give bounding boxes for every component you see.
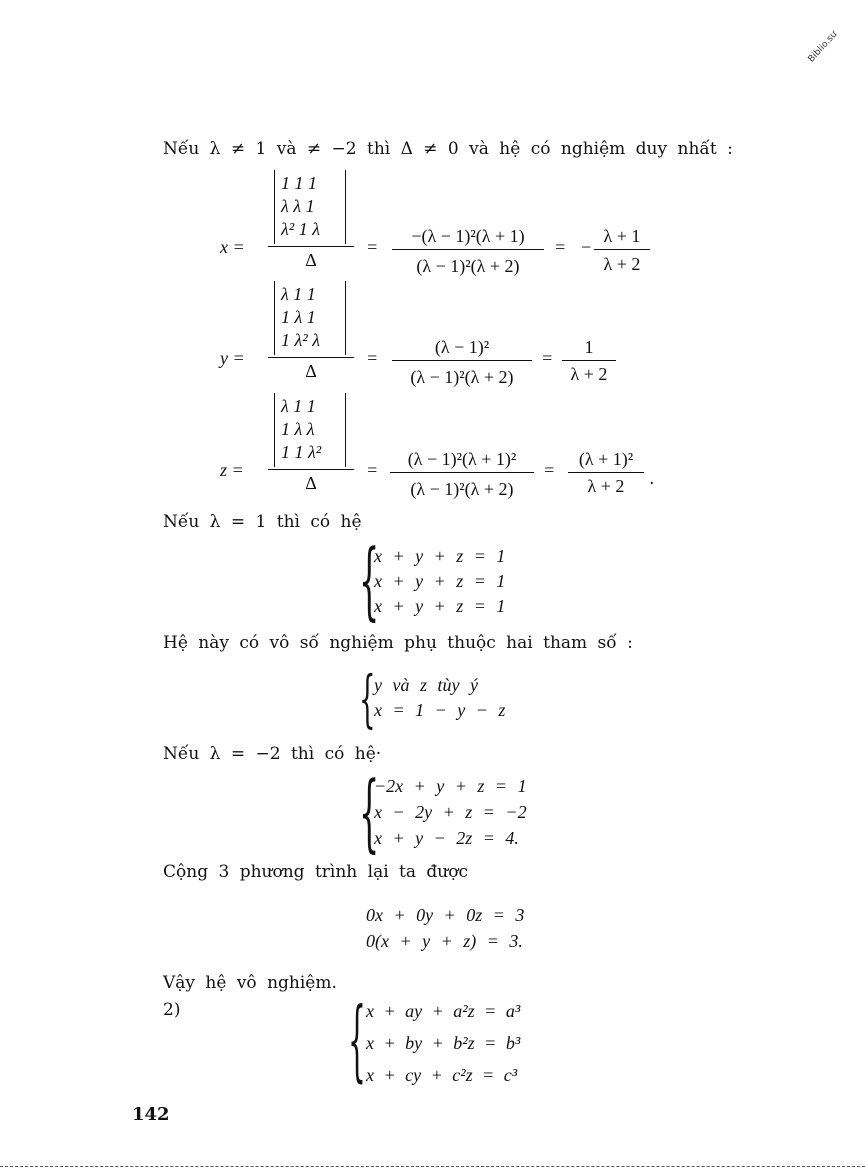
det-row: λ² 1 λ [281, 219, 320, 239]
det-row: 1 λ λ [281, 419, 315, 439]
problem-label: 2) [163, 1000, 181, 1020]
fraction-bar [594, 249, 650, 250]
left-brace: { [359, 531, 380, 629]
equation-line: x + y + z = 1 [374, 546, 506, 566]
equation-line: x + cy + c²z = c³ [366, 1065, 518, 1085]
fraction-numerator: (λ − 1)² [434, 337, 490, 357]
det-bar-right [345, 170, 346, 244]
det-bar-right [345, 393, 346, 467]
equals-sign: = [366, 460, 379, 480]
paragraph-lambda-minus-two: Nếu λ = −2 thì có hệ· [163, 744, 382, 764]
det-bar-left [274, 170, 275, 244]
equation-line: x = 1 − y − z [374, 700, 506, 720]
fraction-denominator: (λ − 1)²(λ + 2) [410, 367, 514, 387]
det-row: 1 1 1 [281, 173, 317, 193]
equation-line: y và z tùy ý [374, 675, 478, 695]
sum-equation: 0(x + y + z) = 3. [366, 931, 523, 951]
fraction-bar [268, 357, 354, 358]
page-number: 142 [132, 1104, 170, 1125]
fraction-numerator: (λ + 1)² [578, 449, 634, 469]
paragraph-infinite-solutions: Hệ này có vô số nghiệm phụ thuộc hai tham số : [163, 633, 633, 653]
equation-line: x + by + b²z = b³ [366, 1033, 521, 1053]
fraction-bar [568, 472, 644, 473]
paragraph-condition: Nếu λ ≠ 1 và ≠ −2 thì Δ ≠ 0 và hệ có nghiệm duy nhất : [163, 139, 733, 159]
fraction-denominator: (λ − 1)²(λ + 2) [416, 256, 520, 276]
fraction-bar [268, 246, 354, 247]
det-bar-left [274, 393, 275, 467]
det-row: λ 1 1 [281, 284, 316, 304]
equation-line: −2x + y + z = 1 [374, 776, 527, 796]
fraction-bar [268, 469, 354, 470]
period: . [650, 468, 655, 488]
det-row: 1 1 λ² [281, 442, 322, 462]
equals-sign: = [366, 348, 379, 368]
equation-line: x + y − 2z = 4. [374, 828, 519, 848]
bottom-edge-rule [0, 1166, 865, 1167]
det-row: 1 λ² λ [281, 330, 320, 350]
fraction-denominator: Δ [305, 473, 317, 493]
fraction-denominator: λ + 2 [587, 476, 625, 496]
fraction-denominator: (λ − 1)²(λ + 2) [410, 479, 514, 499]
det-row: λ 1 1 [281, 396, 316, 416]
fraction-numerator: 1 [584, 337, 594, 357]
equals-sign: = [543, 460, 556, 480]
variable-label: x = [220, 237, 245, 257]
fraction-denominator: Δ [305, 361, 317, 381]
sum-equation: 0x + 0y + 0z = 3 [366, 905, 525, 925]
det-bar-left [274, 281, 275, 355]
fraction-denominator: Δ [305, 250, 317, 270]
equals-sign: = [541, 348, 554, 368]
fraction-bar [392, 360, 532, 361]
fraction-numerator: −(λ − 1)²(λ + 1) [411, 226, 525, 246]
det-row: λ λ 1 [281, 196, 315, 216]
equation-line: x + ay + a²z = a³ [366, 1001, 521, 1021]
equals-sign: = [554, 237, 567, 257]
minus-sign: − [580, 237, 593, 257]
det-bar-right [345, 281, 346, 355]
left-brace: { [359, 763, 380, 861]
fraction-bar [390, 472, 534, 473]
fraction-numerator: λ + 1 [603, 226, 641, 246]
equation-line: x + y + z = 1 [374, 596, 506, 616]
paragraph-add-equations: Cộng 3 phương trình lại ta được [163, 862, 469, 882]
fraction-numerator: (λ − 1)²(λ + 1)² [407, 449, 517, 469]
fraction-bar [562, 360, 616, 361]
library-stamp: Biblio.sư [806, 29, 840, 65]
left-brace: { [348, 988, 366, 1091]
equation-line: x + y + z = 1 [374, 571, 506, 591]
paragraph-lambda-one: Nếu λ = 1 thì có hệ [163, 512, 362, 532]
variable-label: z = [220, 460, 244, 480]
variable-label: y = [220, 348, 245, 368]
fraction-denominator: λ + 2 [603, 254, 641, 274]
equation-line: x − 2y + z = −2 [374, 802, 527, 822]
equals-sign: = [366, 237, 379, 257]
fraction-bar [392, 249, 544, 250]
left-brace: { [359, 662, 376, 735]
det-row: 1 λ 1 [281, 307, 316, 327]
fraction-denominator: λ + 2 [570, 364, 608, 384]
paragraph-conclusion: Vậy hệ vô nghiệm. [163, 973, 337, 993]
